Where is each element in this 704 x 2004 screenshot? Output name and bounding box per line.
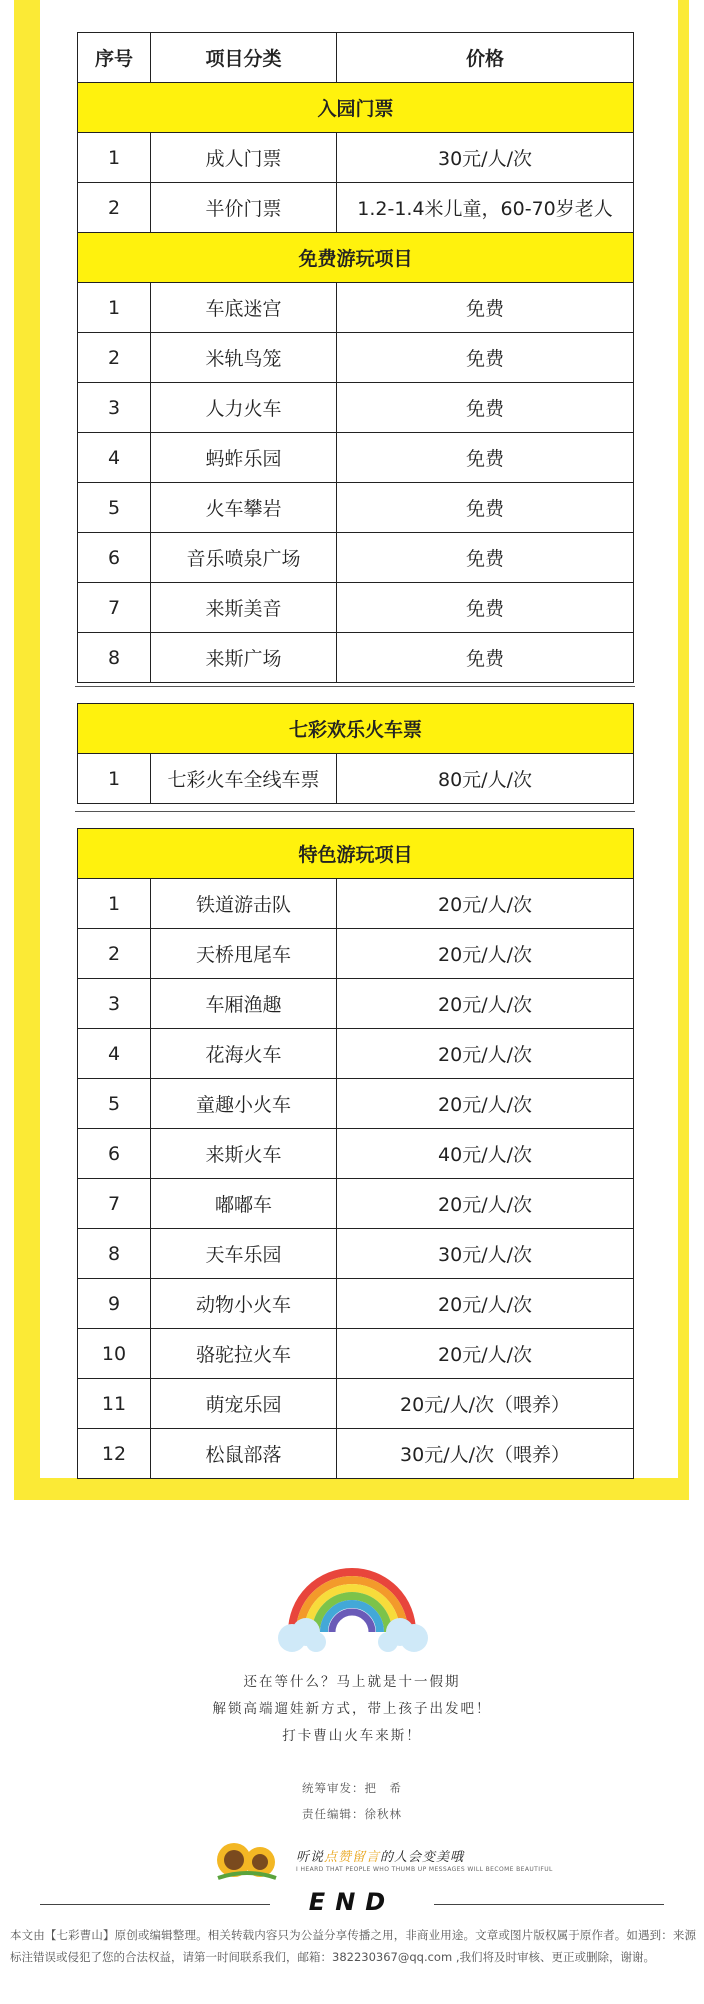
row-number: 3 xyxy=(78,383,151,433)
item-price: 免费 xyxy=(337,533,634,583)
row-number: 5 xyxy=(78,483,151,533)
item-price: 30元/人/次 xyxy=(337,133,634,183)
row-number: 6 xyxy=(78,533,151,583)
table-row xyxy=(78,979,634,1029)
table-row xyxy=(78,283,634,333)
section-title: 入园门票 xyxy=(78,83,634,133)
table-row xyxy=(78,879,634,929)
row-number: 4 xyxy=(78,433,151,483)
row-number: 7 xyxy=(78,583,151,633)
header-category: 项目分类 xyxy=(151,33,337,83)
table-row xyxy=(78,433,634,483)
table-row xyxy=(78,633,634,683)
item-price: 免费 xyxy=(337,433,634,483)
row-number: 1 xyxy=(78,133,151,183)
review-credit: 统筹审发：把 希 xyxy=(302,1781,402,1795)
sunflower-logo xyxy=(212,1838,282,1882)
table-row xyxy=(78,483,634,533)
promo-line-1: 还在等什么？马上就是十一假期 xyxy=(243,1674,461,1690)
item-name: 火车攀岩 xyxy=(151,483,337,533)
promo-line-2: 解锁高端遛娃新方式，带上孩子出发吧！ xyxy=(212,1701,492,1717)
section-title: 特色游玩项目 xyxy=(78,829,634,879)
item-price: 20元/人/次 xyxy=(337,879,634,929)
item-name: 铁道游击队 xyxy=(151,879,337,929)
item-price: 30元/人/次 xyxy=(337,1229,634,1279)
table-row xyxy=(78,1129,634,1179)
item-name: 天桥甩尾车 xyxy=(151,929,337,979)
item-name: 人力火车 xyxy=(151,383,337,433)
table-divider xyxy=(75,811,635,812)
item-name: 来斯广场 xyxy=(151,633,337,683)
row-number: 2 xyxy=(78,183,151,233)
price-table-featured xyxy=(77,828,634,1479)
item-price: 20元/人/次 xyxy=(337,1179,634,1229)
row-number: 1 xyxy=(78,283,151,333)
table-row xyxy=(78,333,634,383)
item-price: 免费 xyxy=(337,333,634,383)
item-name: 童趣小火车 xyxy=(151,1079,337,1129)
table-divider xyxy=(75,686,635,687)
item-price: 20元/人/次 xyxy=(337,1279,634,1329)
table-row xyxy=(78,1429,634,1479)
row-number: 9 xyxy=(78,1279,151,1329)
row-number: 12 xyxy=(78,1429,151,1479)
brand-slogan: 听说点赞留言的人会变美哦 xyxy=(296,1850,465,1865)
row-number: 4 xyxy=(78,1029,151,1079)
item-name: 音乐喷泉广场 xyxy=(151,533,337,583)
table-row xyxy=(78,1179,634,1229)
section-header-row xyxy=(78,233,634,283)
table-row xyxy=(78,583,634,633)
item-price: 20元/人/次 xyxy=(337,1029,634,1079)
row-number: 3 xyxy=(78,979,151,1029)
end-text: END xyxy=(308,1888,396,1916)
item-name: 七彩火车全线车票 xyxy=(151,754,337,804)
item-name: 米轨鸟笼 xyxy=(151,333,337,383)
item-name: 萌宠乐园 xyxy=(151,1379,337,1429)
header-number: 序号 xyxy=(78,33,151,83)
copyright-footer: 本文由【七彩曹山】原创或编辑整理。相关转载内容只为公益分享传播之用，非商业用途。文章或图片版权属于原作者。如遇到：来源标注错误或侵犯了您的合法权益，请第一时间联系我们，邮箱：382230367@qq.com ,我们将及时审核、更正或删除，谢谢。 xyxy=(10,1928,696,1964)
end-divider xyxy=(0,1886,704,1920)
item-price: 30元/人/次（喂养） xyxy=(337,1429,634,1479)
item-price: 1.2-1.4米儿童，60-70岁老人 xyxy=(337,183,634,233)
item-price: 40元/人/次 xyxy=(337,1129,634,1179)
item-name: 成人门票 xyxy=(151,133,337,183)
section-title: 免费游玩项目 xyxy=(78,233,634,283)
row-number: 8 xyxy=(78,633,151,683)
item-name: 嘟嘟车 xyxy=(151,1179,337,1229)
row-number: 5 xyxy=(78,1079,151,1129)
item-price: 免费 xyxy=(337,633,634,683)
item-name: 骆驼拉火车 xyxy=(151,1329,337,1379)
editor-credit: 责任编辑：徐秋林 xyxy=(302,1807,402,1821)
item-price: 80元/人/次 xyxy=(337,754,634,804)
table-row xyxy=(78,183,634,233)
table-row xyxy=(78,533,634,583)
item-name: 天车乐园 xyxy=(151,1229,337,1279)
row-number: 2 xyxy=(78,929,151,979)
promo-line-3: 打卡曹山火车来斯！ xyxy=(282,1728,422,1744)
like-comment-banner xyxy=(212,1838,553,1884)
item-price: 免费 xyxy=(337,483,634,533)
item-name: 蚂蚱乐园 xyxy=(151,433,337,483)
table-row xyxy=(78,1279,634,1329)
item-name: 半价门票 xyxy=(151,183,337,233)
table-row xyxy=(78,1329,634,1379)
table-row xyxy=(78,383,634,433)
table-row xyxy=(78,1029,634,1079)
brand-subline: I HEARD THAT PEOPLE WHO THUMB UP MESSAGES WILL BECOME BEAUTIFUL xyxy=(296,1866,553,1873)
row-number: 10 xyxy=(78,1329,151,1379)
row-number: 1 xyxy=(78,754,151,804)
rainbow-illustration xyxy=(272,1550,432,1655)
row-number: 1 xyxy=(78,879,151,929)
item-name: 花海火车 xyxy=(151,1029,337,1079)
table-row xyxy=(78,1079,634,1129)
section-header-row xyxy=(78,829,634,879)
item-name: 车厢渔趣 xyxy=(151,979,337,1029)
table-header-row xyxy=(78,33,634,83)
price-table-train-ticket xyxy=(77,703,634,804)
item-price: 20元/人/次 xyxy=(337,1329,634,1379)
row-number: 11 xyxy=(78,1379,151,1429)
table-row xyxy=(78,1229,634,1279)
item-name: 来斯美音 xyxy=(151,583,337,633)
item-name: 松鼠部落 xyxy=(151,1429,337,1479)
item-price: 免费 xyxy=(337,583,634,633)
item-name: 来斯火车 xyxy=(151,1129,337,1179)
item-price: 20元/人/次 xyxy=(337,979,634,1029)
table-row xyxy=(78,1379,634,1429)
section-title: 七彩欢乐火车票 xyxy=(78,704,634,754)
item-price: 免费 xyxy=(337,283,634,333)
row-number: 8 xyxy=(78,1229,151,1279)
item-price: 免费 xyxy=(337,383,634,433)
row-number: 6 xyxy=(78,1129,151,1179)
item-name: 车底迷宫 xyxy=(151,283,337,333)
price-table-main xyxy=(77,32,634,683)
table-row xyxy=(78,929,634,979)
row-number: 7 xyxy=(78,1179,151,1229)
section-header-row xyxy=(78,704,634,754)
header-price: 价格 xyxy=(337,33,634,83)
table-row xyxy=(78,754,634,804)
item-price: 20元/人/次 xyxy=(337,929,634,979)
table-row xyxy=(78,133,634,183)
item-price: 20元/人/次 xyxy=(337,1079,634,1129)
section-header-row xyxy=(78,83,634,133)
item-price: 20元/人/次（喂养） xyxy=(337,1379,634,1429)
item-name: 动物小火车 xyxy=(151,1279,337,1329)
row-number: 2 xyxy=(78,333,151,383)
